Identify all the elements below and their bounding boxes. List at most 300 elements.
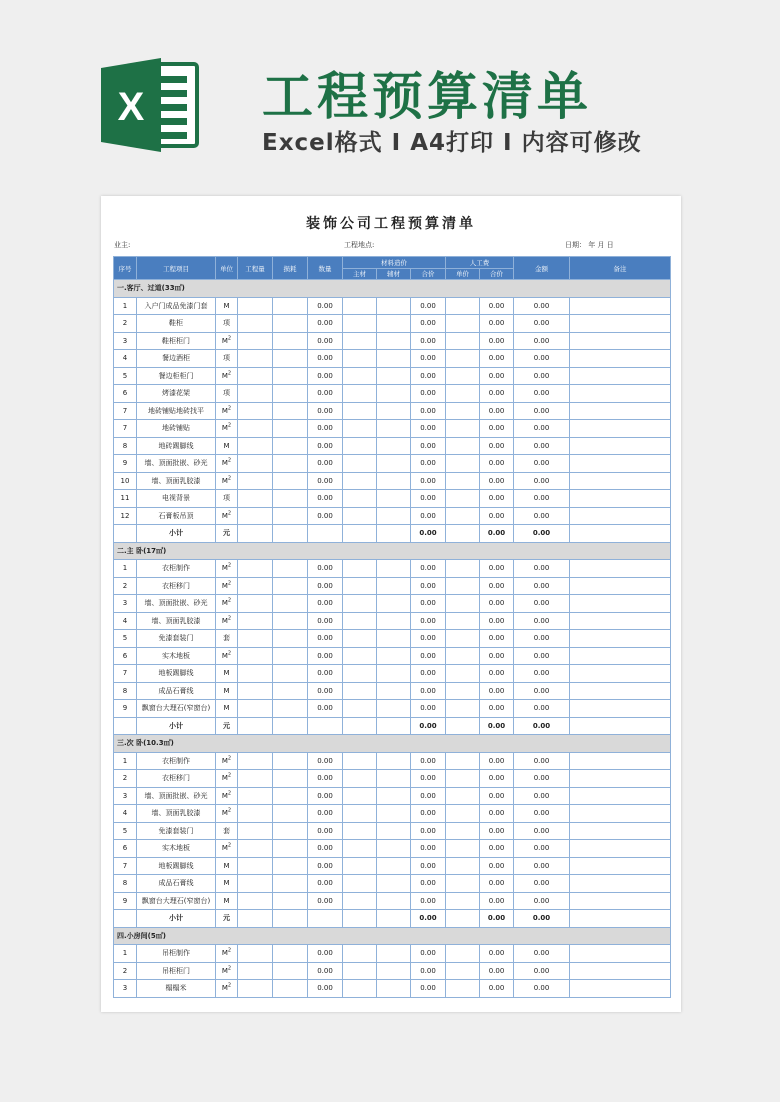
engineering-quantity-cell[interactable] — [238, 892, 273, 910]
engineering-quantity-cell[interactable] — [238, 665, 273, 683]
labor-unit-price-cell[interactable] — [446, 437, 480, 455]
quantity-cell[interactable]: 0.00 — [308, 980, 343, 998]
amount-cell[interactable]: 0.00 — [514, 490, 570, 508]
labor-unit-price-cell[interactable] — [446, 857, 480, 875]
labor-total-cell[interactable]: 0.00 — [480, 385, 514, 403]
subtotal-label[interactable]: 小计 — [137, 525, 216, 543]
loss-cell[interactable] — [273, 805, 308, 823]
amount-cell[interactable]: 0.00 — [514, 350, 570, 368]
aux-material-cell[interactable] — [377, 437, 411, 455]
amount-cell[interactable]: 0.00 — [514, 472, 570, 490]
row-number-cell[interactable]: 1 — [114, 752, 137, 770]
subtotal-unit[interactable]: 元 — [216, 910, 238, 928]
loss-cell[interactable] — [273, 980, 308, 998]
material-subtotal-cell[interactable]: 0.00 — [411, 367, 446, 385]
loss-cell[interactable] — [273, 910, 308, 928]
loss-cell[interactable] — [273, 945, 308, 963]
item-name-cell[interactable]: 免漆套装门 — [137, 630, 216, 648]
unit-cell[interactable] — [216, 437, 238, 455]
loss-cell[interactable] — [273, 402, 308, 420]
loss-cell[interactable] — [273, 612, 308, 630]
remark-cell[interactable] — [570, 612, 671, 630]
item-name-cell[interactable]: 餐边酒柜 — [137, 350, 216, 368]
unit-cell[interactable] — [216, 472, 238, 490]
item-name-cell[interactable]: 衣柜制作 — [137, 560, 216, 578]
aux-material-cell[interactable] — [377, 472, 411, 490]
aux-material-cell[interactable] — [377, 367, 411, 385]
unit-cell[interactable] — [216, 507, 238, 525]
engineering-quantity-cell[interactable] — [238, 910, 273, 928]
material-subtotal-cell[interactable]: 0.00 — [411, 612, 446, 630]
labor-total-cell[interactable]: 0.00 — [480, 595, 514, 613]
labor-unit-price-cell[interactable] — [446, 945, 480, 963]
quantity-cell[interactable]: 0.00 — [308, 367, 343, 385]
amount-cell[interactable]: 0.00 — [514, 595, 570, 613]
material-subtotal-cell[interactable]: 0.00 — [411, 945, 446, 963]
item-name-cell[interactable]: 地砖铺贴 — [137, 420, 216, 438]
item-name-cell[interactable]: 衣柜制作 — [137, 752, 216, 770]
item-name-cell[interactable]: 烤漆花架 — [137, 385, 216, 403]
labor-unit-price-cell[interactable] — [446, 700, 480, 718]
aux-material-cell[interactable] — [377, 577, 411, 595]
labor-total-cell[interactable]: 0.00 — [480, 612, 514, 630]
engineering-quantity-cell[interactable] — [238, 770, 273, 788]
labor-total-cell[interactable]: 0.00 — [480, 857, 514, 875]
labor-total-cell[interactable]: 0.00 — [480, 805, 514, 823]
labor-unit-price-cell[interactable] — [446, 402, 480, 420]
remark-cell[interactable] — [570, 717, 671, 735]
item-name-cell[interactable]: 衣柜移门 — [137, 770, 216, 788]
unit-cell[interactable] — [216, 875, 238, 893]
amount-cell[interactable]: 0.00 — [514, 437, 570, 455]
material-subtotal-cell[interactable]: 0.00 — [411, 315, 446, 333]
unit-cell[interactable] — [216, 665, 238, 683]
engineering-quantity-cell[interactable] — [238, 630, 273, 648]
quantity-cell[interactable]: 0.00 — [308, 892, 343, 910]
quantity-cell[interactable] — [308, 910, 343, 928]
amount-cell[interactable]: 0.00 — [514, 945, 570, 963]
amount-cell[interactable]: 0.00 — [514, 455, 570, 473]
remark-cell[interactable] — [570, 805, 671, 823]
unit-cell[interactable] — [216, 980, 238, 998]
labor-unit-price-cell[interactable] — [446, 770, 480, 788]
loss-cell[interactable] — [273, 297, 308, 315]
amount-cell[interactable]: 0.00 — [514, 822, 570, 840]
aux-material-cell[interactable] — [377, 612, 411, 630]
quantity-cell[interactable]: 0.00 — [308, 350, 343, 368]
aux-material-cell[interactable] — [377, 647, 411, 665]
labor-unit-price-cell[interactable] — [446, 665, 480, 683]
main-material-cell[interactable] — [343, 717, 377, 735]
material-subtotal-cell[interactable]: 0.00 — [411, 332, 446, 350]
labor-total-cell[interactable]: 0.00 — [480, 577, 514, 595]
labor-total-cell[interactable]: 0.00 — [480, 892, 514, 910]
remark-cell[interactable] — [570, 945, 671, 963]
unit-cell[interactable] — [216, 700, 238, 718]
labor-total-cell[interactable]: 0.00 — [480, 490, 514, 508]
material-subtotal-cell[interactable]: 0.00 — [411, 595, 446, 613]
labor-unit-price-cell[interactable] — [446, 577, 480, 595]
loss-cell[interactable] — [273, 752, 308, 770]
item-name-cell[interactable]: 墙、顶面批嵌、砂光 — [137, 595, 216, 613]
labor-total-cell[interactable]: 0.00 — [480, 945, 514, 963]
amount-cell[interactable]: 0.00 — [514, 507, 570, 525]
row-number-cell[interactable]: 3 — [114, 332, 137, 350]
amount-cell[interactable]: 0.00 — [514, 875, 570, 893]
unit-cell[interactable] — [216, 770, 238, 788]
aux-material-cell[interactable] — [377, 752, 411, 770]
amount-cell[interactable]: 0.00 — [514, 717, 570, 735]
quantity-cell[interactable]: 0.00 — [308, 665, 343, 683]
labor-unit-price-cell[interactable] — [446, 682, 480, 700]
remark-cell[interactable] — [570, 665, 671, 683]
item-name-cell[interactable]: 成品石膏线 — [137, 875, 216, 893]
row-number-cell[interactable]: 12 — [114, 507, 137, 525]
labor-unit-price-cell[interactable] — [446, 612, 480, 630]
main-material-cell[interactable] — [343, 560, 377, 578]
remark-cell[interactable] — [570, 402, 671, 420]
amount-cell[interactable]: 0.00 — [514, 665, 570, 683]
remark-cell[interactable] — [570, 490, 671, 508]
labor-unit-price-cell[interactable] — [446, 717, 480, 735]
row-number-cell[interactable]: 9 — [114, 892, 137, 910]
unit-cell[interactable] — [216, 595, 238, 613]
aux-material-cell[interactable] — [377, 980, 411, 998]
quantity-cell[interactable]: 0.00 — [308, 840, 343, 858]
aux-material-cell[interactable] — [377, 507, 411, 525]
labor-total-cell[interactable]: 0.00 — [480, 297, 514, 315]
aux-material-cell[interactable] — [377, 840, 411, 858]
material-subtotal-cell[interactable]: 0.00 — [411, 980, 446, 998]
row-number-cell[interactable]: 3 — [114, 980, 137, 998]
loss-cell[interactable] — [273, 577, 308, 595]
loss-cell[interactable] — [273, 630, 308, 648]
unit-cell[interactable] — [216, 840, 238, 858]
row-number-cell[interactable] — [114, 910, 137, 928]
item-name-cell[interactable]: 地砖踢脚线 — [137, 437, 216, 455]
loss-cell[interactable] — [273, 595, 308, 613]
amount-cell[interactable]: 0.00 — [514, 700, 570, 718]
amount-cell[interactable]: 0.00 — [514, 892, 570, 910]
quantity-cell[interactable]: 0.00 — [308, 385, 343, 403]
engineering-quantity-cell[interactable] — [238, 560, 273, 578]
remark-cell[interactable] — [570, 385, 671, 403]
row-number-cell[interactable]: 6 — [114, 385, 137, 403]
loss-cell[interactable] — [273, 892, 308, 910]
main-material-cell[interactable] — [343, 840, 377, 858]
item-name-cell[interactable]: 鞋柜柜门 — [137, 332, 216, 350]
main-material-cell[interactable] — [343, 437, 377, 455]
row-number-cell[interactable]: 6 — [114, 647, 137, 665]
item-name-cell[interactable]: 吊柜制作 — [137, 945, 216, 963]
remark-cell[interactable] — [570, 297, 671, 315]
labor-unit-price-cell[interactable] — [446, 385, 480, 403]
remark-cell[interactable] — [570, 437, 671, 455]
labor-unit-price-cell[interactable] — [446, 980, 480, 998]
item-name-cell[interactable]: 地砖铺贴地砖找平 — [137, 402, 216, 420]
engineering-quantity-cell[interactable] — [238, 595, 273, 613]
labor-total-cell[interactable]: 0.00 — [480, 367, 514, 385]
loss-cell[interactable] — [273, 420, 308, 438]
aux-material-cell[interactable] — [377, 805, 411, 823]
loss-cell[interactable] — [273, 332, 308, 350]
quantity-cell[interactable]: 0.00 — [308, 490, 343, 508]
unit-cell[interactable] — [216, 455, 238, 473]
unit-cell[interactable] — [216, 385, 238, 403]
unit-cell[interactable] — [216, 892, 238, 910]
loss-cell[interactable] — [273, 507, 308, 525]
quantity-cell[interactable]: 0.00 — [308, 577, 343, 595]
engineering-quantity-cell[interactable] — [238, 945, 273, 963]
labor-total-cell[interactable]: 0.00 — [480, 315, 514, 333]
item-name-cell[interactable]: 飘窗台大理石(窄窗台) — [137, 892, 216, 910]
item-name-cell[interactable]: 地板踢脚线 — [137, 665, 216, 683]
unit-cell[interactable] — [216, 857, 238, 875]
amount-cell[interactable]: 0.00 — [514, 525, 570, 543]
aux-material-cell[interactable] — [377, 595, 411, 613]
engineering-quantity-cell[interactable] — [238, 577, 273, 595]
engineering-quantity-cell[interactable] — [238, 420, 273, 438]
labor-unit-price-cell[interactable] — [446, 490, 480, 508]
main-material-cell[interactable] — [343, 665, 377, 683]
material-subtotal-cell[interactable]: 0.00 — [411, 630, 446, 648]
main-material-cell[interactable] — [343, 385, 377, 403]
remark-cell[interactable] — [570, 770, 671, 788]
labor-unit-price-cell[interactable] — [446, 630, 480, 648]
main-material-cell[interactable] — [343, 630, 377, 648]
quantity-cell[interactable]: 0.00 — [308, 805, 343, 823]
aux-material-cell[interactable] — [377, 385, 411, 403]
main-material-cell[interactable] — [343, 945, 377, 963]
remark-cell[interactable] — [570, 647, 671, 665]
labor-total-cell[interactable]: 0.00 — [480, 420, 514, 438]
remark-cell[interactable] — [570, 787, 671, 805]
labor-total-cell[interactable]: 0.00 — [480, 525, 514, 543]
remark-cell[interactable] — [570, 455, 671, 473]
labor-total-cell[interactable]: 0.00 — [480, 787, 514, 805]
main-material-cell[interactable] — [343, 332, 377, 350]
material-subtotal-cell[interactable]: 0.00 — [411, 455, 446, 473]
item-name-cell[interactable]: 地板踢脚线 — [137, 857, 216, 875]
aux-material-cell[interactable] — [377, 822, 411, 840]
unit-cell[interactable] — [216, 682, 238, 700]
labor-total-cell[interactable]: 0.00 — [480, 507, 514, 525]
quantity-cell[interactable]: 0.00 — [308, 612, 343, 630]
material-subtotal-cell[interactable]: 0.00 — [411, 962, 446, 980]
row-number-cell[interactable]: 1 — [114, 560, 137, 578]
remark-cell[interactable] — [570, 595, 671, 613]
main-material-cell[interactable] — [343, 525, 377, 543]
unit-cell[interactable] — [216, 752, 238, 770]
subtotal-unit[interactable]: 元 — [216, 717, 238, 735]
engineering-quantity-cell[interactable] — [238, 980, 273, 998]
item-name-cell[interactable]: 墙、顶面乳胶漆 — [137, 805, 216, 823]
row-number-cell[interactable]: 8 — [114, 437, 137, 455]
material-subtotal-cell[interactable]: 0.00 — [411, 910, 446, 928]
item-name-cell[interactable]: 吊柜柜门 — [137, 962, 216, 980]
loss-cell[interactable] — [273, 962, 308, 980]
labor-total-cell[interactable]: 0.00 — [480, 560, 514, 578]
quantity-cell[interactable]: 0.00 — [308, 700, 343, 718]
unit-cell[interactable] — [216, 420, 238, 438]
quantity-cell[interactable]: 0.00 — [308, 332, 343, 350]
material-subtotal-cell[interactable]: 0.00 — [411, 840, 446, 858]
unit-cell[interactable] — [216, 612, 238, 630]
main-material-cell[interactable] — [343, 822, 377, 840]
quantity-cell[interactable]: 0.00 — [308, 297, 343, 315]
row-number-cell[interactable]: 9 — [114, 455, 137, 473]
row-number-cell[interactable]: 7 — [114, 402, 137, 420]
item-name-cell[interactable]: 免漆套装门 — [137, 822, 216, 840]
row-number-cell[interactable]: 9 — [114, 700, 137, 718]
engineering-quantity-cell[interactable] — [238, 525, 273, 543]
remark-cell[interactable] — [570, 507, 671, 525]
main-material-cell[interactable] — [343, 682, 377, 700]
engineering-quantity-cell[interactable] — [238, 647, 273, 665]
unit-cell[interactable] — [216, 315, 238, 333]
row-number-cell[interactable]: 5 — [114, 367, 137, 385]
remark-cell[interactable] — [570, 875, 671, 893]
aux-material-cell[interactable] — [377, 892, 411, 910]
labor-total-cell[interactable]: 0.00 — [480, 910, 514, 928]
unit-cell[interactable] — [216, 350, 238, 368]
unit-cell[interactable] — [216, 787, 238, 805]
material-subtotal-cell[interactable]: 0.00 — [411, 420, 446, 438]
remark-cell[interactable] — [570, 577, 671, 595]
item-name-cell[interactable]: 墙、顶面批嵌、砂光 — [137, 455, 216, 473]
engineering-quantity-cell[interactable] — [238, 367, 273, 385]
quantity-cell[interactable]: 0.00 — [308, 420, 343, 438]
labor-unit-price-cell[interactable] — [446, 647, 480, 665]
remark-cell[interactable] — [570, 367, 671, 385]
engineering-quantity-cell[interactable] — [238, 875, 273, 893]
amount-cell[interactable]: 0.00 — [514, 560, 570, 578]
remark-cell[interactable] — [570, 980, 671, 998]
remark-cell[interactable] — [570, 822, 671, 840]
main-material-cell[interactable] — [343, 367, 377, 385]
loss-cell[interactable] — [273, 367, 308, 385]
row-number-cell[interactable]: 2 — [114, 577, 137, 595]
labor-total-cell[interactable]: 0.00 — [480, 402, 514, 420]
amount-cell[interactable]: 0.00 — [514, 787, 570, 805]
labor-total-cell[interactable]: 0.00 — [480, 437, 514, 455]
loss-cell[interactable] — [273, 857, 308, 875]
loss-cell[interactable] — [273, 717, 308, 735]
remark-cell[interactable] — [570, 560, 671, 578]
unit-cell[interactable] — [216, 822, 238, 840]
item-name-cell[interactable]: 实木地板 — [137, 840, 216, 858]
labor-total-cell[interactable]: 0.00 — [480, 770, 514, 788]
material-subtotal-cell[interactable]: 0.00 — [411, 682, 446, 700]
material-subtotal-cell[interactable]: 0.00 — [411, 857, 446, 875]
unit-cell[interactable] — [216, 560, 238, 578]
remark-cell[interactable] — [570, 315, 671, 333]
material-subtotal-cell[interactable]: 0.00 — [411, 787, 446, 805]
row-number-cell[interactable]: 5 — [114, 822, 137, 840]
main-material-cell[interactable] — [343, 857, 377, 875]
material-subtotal-cell[interactable]: 0.00 — [411, 577, 446, 595]
engineering-quantity-cell[interactable] — [238, 455, 273, 473]
unit-cell[interactable] — [216, 630, 238, 648]
engineering-quantity-cell[interactable] — [238, 612, 273, 630]
quantity-cell[interactable]: 0.00 — [308, 752, 343, 770]
engineering-quantity-cell[interactable] — [238, 332, 273, 350]
labor-unit-price-cell[interactable] — [446, 752, 480, 770]
labor-total-cell[interactable]: 0.00 — [480, 962, 514, 980]
main-material-cell[interactable] — [343, 752, 377, 770]
row-number-cell[interactable]: 8 — [114, 682, 137, 700]
main-material-cell[interactable] — [343, 770, 377, 788]
amount-cell[interactable]: 0.00 — [514, 752, 570, 770]
quantity-cell[interactable]: 0.00 — [308, 787, 343, 805]
remark-cell[interactable] — [570, 700, 671, 718]
loss-cell[interactable] — [273, 875, 308, 893]
unit-cell[interactable] — [216, 647, 238, 665]
engineering-quantity-cell[interactable] — [238, 402, 273, 420]
material-subtotal-cell[interactable]: 0.00 — [411, 472, 446, 490]
aux-material-cell[interactable] — [377, 402, 411, 420]
aux-material-cell[interactable] — [377, 665, 411, 683]
aux-material-cell[interactable] — [377, 630, 411, 648]
main-material-cell[interactable] — [343, 962, 377, 980]
aux-material-cell[interactable] — [377, 525, 411, 543]
row-number-cell[interactable]: 1 — [114, 945, 137, 963]
amount-cell[interactable]: 0.00 — [514, 840, 570, 858]
loss-cell[interactable] — [273, 647, 308, 665]
engineering-quantity-cell[interactable] — [238, 315, 273, 333]
aux-material-cell[interactable] — [377, 857, 411, 875]
labor-total-cell[interactable]: 0.00 — [480, 332, 514, 350]
aux-material-cell[interactable] — [377, 875, 411, 893]
aux-material-cell[interactable] — [377, 455, 411, 473]
item-name-cell[interactable]: 墙、顶面批嵌、砂光 — [137, 787, 216, 805]
aux-material-cell[interactable] — [377, 332, 411, 350]
item-name-cell[interactable]: 衣柜移门 — [137, 577, 216, 595]
labor-unit-price-cell[interactable] — [446, 910, 480, 928]
material-subtotal-cell[interactable]: 0.00 — [411, 560, 446, 578]
labor-unit-price-cell[interactable] — [446, 560, 480, 578]
row-number-cell[interactable]: 7 — [114, 857, 137, 875]
material-subtotal-cell[interactable]: 0.00 — [411, 297, 446, 315]
row-number-cell[interactable]: 5 — [114, 630, 137, 648]
main-material-cell[interactable] — [343, 490, 377, 508]
amount-cell[interactable]: 0.00 — [514, 770, 570, 788]
labor-unit-price-cell[interactable] — [446, 892, 480, 910]
item-name-cell[interactable]: 电视背景 — [137, 490, 216, 508]
amount-cell[interactable]: 0.00 — [514, 315, 570, 333]
engineering-quantity-cell[interactable] — [238, 297, 273, 315]
row-number-cell[interactable]: 2 — [114, 770, 137, 788]
aux-material-cell[interactable] — [377, 910, 411, 928]
labor-total-cell[interactable]: 0.00 — [480, 665, 514, 683]
labor-unit-price-cell[interactable] — [446, 805, 480, 823]
amount-cell[interactable]: 0.00 — [514, 367, 570, 385]
engineering-quantity-cell[interactable] — [238, 962, 273, 980]
material-subtotal-cell[interactable]: 0.00 — [411, 822, 446, 840]
main-material-cell[interactable] — [343, 595, 377, 613]
quantity-cell[interactable]: 0.00 — [308, 630, 343, 648]
labor-total-cell[interactable]: 0.00 — [480, 350, 514, 368]
engineering-quantity-cell[interactable] — [238, 350, 273, 368]
loss-cell[interactable] — [273, 822, 308, 840]
engineering-quantity-cell[interactable] — [238, 840, 273, 858]
labor-total-cell[interactable]: 0.00 — [480, 630, 514, 648]
aux-material-cell[interactable] — [377, 682, 411, 700]
aux-material-cell[interactable] — [377, 770, 411, 788]
main-material-cell[interactable] — [343, 612, 377, 630]
unit-cell[interactable] — [216, 297, 238, 315]
material-subtotal-cell[interactable]: 0.00 — [411, 525, 446, 543]
